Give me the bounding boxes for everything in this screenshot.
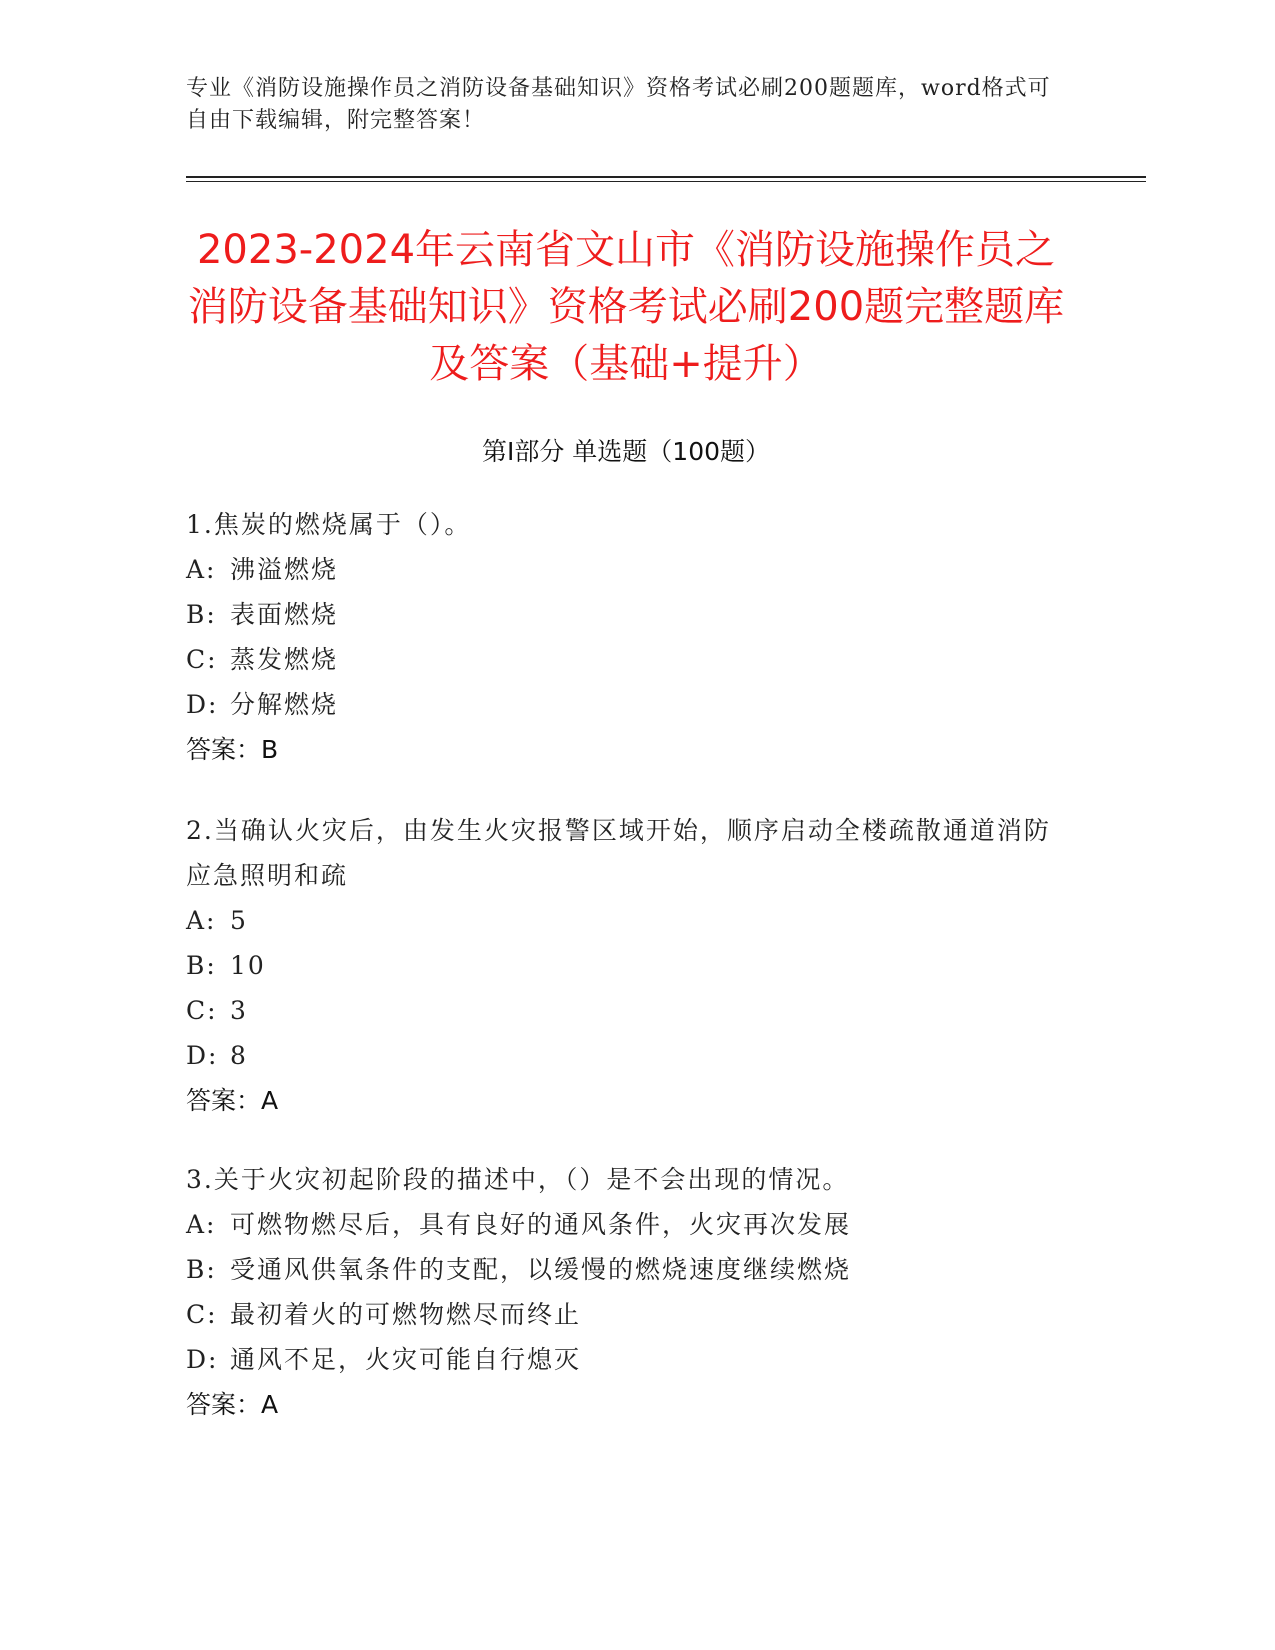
option-d <box>186 1033 1066 1078</box>
question-stem: 2.当确认火灾后，由发生火灾报警区域开始，顺序启动全楼疏散通道消防应急照明和疏 <box>186 816 1051 890</box>
option-text: 可燃物燃尽后，具有良好的通风条件，火灾再次发展 <box>230 1210 852 1239</box>
section-title: 第Ⅰ部分 单选题（100题） <box>481 437 771 466</box>
option-b <box>186 1247 1066 1292</box>
option-c <box>186 988 1066 1033</box>
option-letter: C: <box>186 1300 218 1329</box>
document-title: 2023-2024年云南省文山市《消防设施操作员之消防设备基础知识》资格考试必刷200题完整题库及答案（基础+提升） <box>187 227 1065 387</box>
option-c <box>186 637 1066 682</box>
option-text: 8 <box>230 1041 248 1070</box>
question-stem: 3.关于火灾初起阶段的描述中，（）是不会出现的情况。 <box>186 1165 850 1194</box>
option-text: 最初着火的可燃物燃尽而终止 <box>230 1300 582 1329</box>
option-a <box>186 1202 1066 1247</box>
option-d <box>186 682 1066 727</box>
option-c <box>186 1292 1066 1337</box>
question-stem: 1.焦炭的燃烧属于（）。 <box>186 510 472 539</box>
option-text: 5 <box>230 906 248 935</box>
option-text: 沸溢燃烧 <box>230 555 339 584</box>
option-text: 受通风供氧条件的支配，以缓慢的燃烧速度继续燃烧 <box>230 1255 852 1284</box>
option-a <box>186 547 1066 592</box>
option-letter: C: <box>186 645 218 674</box>
option-text: 10 <box>230 951 266 980</box>
header-divider-thin <box>186 181 1146 182</box>
option-b <box>186 943 1066 988</box>
option-d <box>186 1337 1066 1382</box>
option-letter: D: <box>186 1041 219 1070</box>
option-letter: A: <box>186 906 217 935</box>
question-2 <box>186 808 1066 1123</box>
option-letter: B: <box>186 600 217 629</box>
header-note: 专业《消防设施操作员之消防设备基础知识》资格考试必刷200题题库，word格式可自由下载编辑，附完整答案！ <box>186 76 1051 133</box>
option-text: 3 <box>230 996 248 1025</box>
option-a <box>186 898 1066 943</box>
option-text: 蒸发燃烧 <box>230 645 339 674</box>
option-letter: A: <box>186 1210 217 1239</box>
option-letter: D: <box>186 1345 219 1374</box>
question-3 <box>186 1157 1066 1427</box>
option-letter: B: <box>186 1255 217 1284</box>
option-text: 通风不足，火灾可能自行熄灭 <box>230 1345 582 1374</box>
option-letter: A: <box>186 555 217 584</box>
option-letter: C: <box>186 996 218 1025</box>
header-divider-thick <box>186 176 1146 178</box>
answer: 答案：A <box>186 1390 279 1419</box>
option-text: 分解燃烧 <box>230 690 339 719</box>
option-b <box>186 592 1066 637</box>
option-text: 表面燃烧 <box>230 600 339 629</box>
answer: 答案：B <box>186 735 279 764</box>
answer: 答案：A <box>186 1086 279 1115</box>
question-1 <box>186 502 1066 772</box>
option-letter: B: <box>186 951 217 980</box>
option-letter: D: <box>186 690 219 719</box>
